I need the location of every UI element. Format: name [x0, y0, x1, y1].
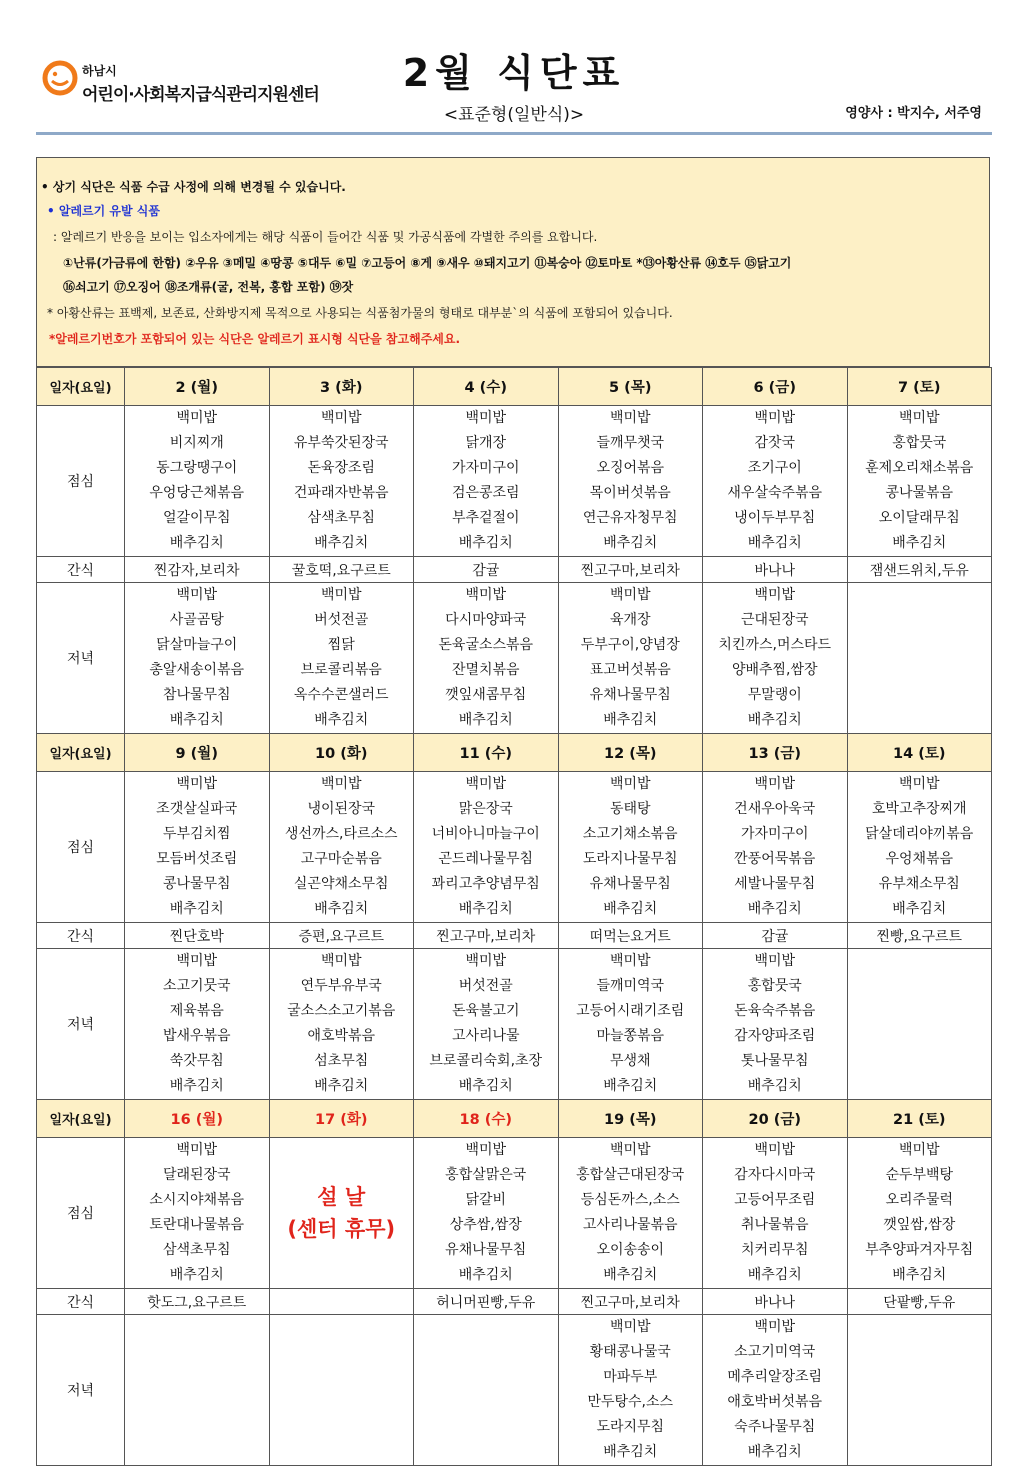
dish-item: 백미밥 [465, 776, 507, 792]
dinner-cell [703, 949, 848, 1100]
dish-item: 깻잎새콤무침 [445, 687, 527, 703]
snack-cell: 감귤 [414, 557, 559, 583]
dish-item: 배추김치 [747, 712, 802, 728]
dish-item: 들깨무챗국 [596, 435, 665, 451]
dish-item: 톳나물무침 [740, 1053, 809, 1069]
dish-item: 백미밥 [754, 1142, 796, 1158]
dish-item: 배추김치 [892, 901, 947, 917]
dish-item: 동태탕 [609, 801, 651, 817]
dinner-cell [269, 1315, 414, 1466]
dish-item: 배추김치 [314, 901, 369, 917]
dish-item: 찜닭 [327, 637, 355, 653]
dinner-cell [558, 1315, 703, 1466]
dish-item: 참나물무침 [162, 687, 231, 703]
lunch-cell [414, 1138, 559, 1289]
dish-item: 버섯전골 [314, 612, 369, 628]
dish-item: 백미밥 [898, 1142, 940, 1158]
notice-line: * 아황산류는 표백제, 보존료, 산화방지제 목적으로 사용되는 식품첨가물의 형태로 대부분`의 식품에 포함되어 있습니다. [47, 306, 673, 320]
dish-item: 브로콜리숙회,초장 [429, 1053, 543, 1069]
dinner-cell [125, 949, 270, 1100]
date-cell: 3 (화) [269, 368, 414, 406]
dish-item: 무생채 [609, 1053, 651, 1069]
dish-item: 홍합뭇국 [747, 978, 802, 994]
dish-item: 감자양파조림 [734, 1028, 816, 1044]
date-header-row [37, 1100, 992, 1138]
snack-cell: 찐단호박 [125, 923, 270, 949]
dinner-row [37, 1315, 992, 1466]
dish-item: 고사리나물볶음 [582, 1217, 678, 1233]
page-title: 2월 식단표 [402, 51, 626, 95]
notice-line: • 상기 식단은 식품 수급 사정에 의해 변경될 수 있습니다. [41, 180, 346, 194]
dish-item: 세발나물무침 [734, 876, 816, 892]
dish-item: 숙주나물무침 [734, 1419, 816, 1435]
divider [36, 132, 992, 135]
dish-item: 배추김치 [169, 901, 224, 917]
dish-item: 오이달래무침 [878, 510, 960, 526]
dish-item: 배추김치 [458, 712, 513, 728]
snack-cell: 감귤 [703, 923, 848, 949]
dish-item: 호박고추장찌개 [871, 801, 967, 817]
dish-item: 총알새송이볶음 [149, 662, 245, 678]
dish-item: 배추김치 [169, 712, 224, 728]
nutritionist: 영양사 : 박지수, 서주영 [845, 106, 982, 121]
dish-item: 얼갈이무침 [162, 510, 231, 526]
notice-warning: *알레르기번호가 포함되어 있는 식단은 알레르기 표시형 식단을 참고해주세요. [49, 332, 461, 346]
dish-item: 생선까스,타르소스 [284, 826, 398, 842]
lunch-cell [558, 1138, 703, 1289]
date-cell: 19 (목) [558, 1100, 703, 1138]
dish-item: 배추김치 [603, 901, 658, 917]
dish-item: 연근유자청무침 [582, 510, 678, 526]
dish-item: 감잣국 [754, 435, 796, 451]
dish-item: 굴소스소고기볶음 [287, 1003, 396, 1019]
logo-city: 하남시 [82, 64, 117, 78]
snack-cell [269, 1289, 414, 1315]
dish-item: 삼색초무침 [162, 1242, 231, 1258]
lunch-cell [414, 772, 559, 923]
dish-item: 섬초무침 [314, 1053, 369, 1069]
dish-item: 백미밥 [465, 953, 507, 969]
dish-item: 오이송송이 [596, 1242, 665, 1258]
dish-item: 목이버섯볶음 [589, 485, 671, 501]
dish-item: 배추김치 [603, 1078, 658, 1094]
meal-label-dinner: 저녁 [37, 583, 125, 734]
dish-item: 마늘쫑볶음 [596, 1028, 665, 1044]
meal-label-dinner: 저녁 [37, 1315, 125, 1466]
dish-item: 감자다시마국 [734, 1167, 816, 1183]
snack-cell: 바나나 [703, 1289, 848, 1315]
dish-item: 사골곰탕 [169, 612, 224, 628]
dish-item: 닭갈비 [465, 1192, 507, 1208]
snack-cell: 증편,요구르트 [269, 923, 414, 949]
snack-cell: 찐빵,요구르트 [847, 923, 992, 949]
dish-item: 백미밥 [465, 1142, 507, 1158]
dish-item: 백미밥 [609, 776, 651, 792]
notice-allergy-heading: • 알레르기 유발 식품 [47, 204, 160, 218]
dish-item: 실곤약채소무침 [293, 876, 389, 892]
dish-item: 닭살마늘구이 [156, 637, 238, 653]
dish-item: 무말랭이 [747, 687, 802, 703]
snack-cell: 찐고구마,보리차 [414, 923, 559, 949]
dish-item: 배추김치 [747, 1444, 802, 1460]
dish-item: 밥새우볶음 [162, 1028, 231, 1044]
meal-label-lunch: 점심 [37, 1138, 125, 1289]
dish-item: 백미밥 [465, 587, 507, 603]
dinner-cell [414, 1315, 559, 1466]
dish-item: 백미밥 [609, 1142, 651, 1158]
dish-item: 상추쌈,쌈장 [449, 1217, 522, 1233]
dish-item: 백미밥 [754, 953, 796, 969]
dish-item: 도라지무침 [596, 1419, 665, 1435]
dish-item: 돈육불고기 [451, 1003, 520, 1019]
dish-item: 백미밥 [176, 776, 218, 792]
snack-cell: 바나나 [703, 557, 848, 583]
dish-item: 브로콜리볶음 [300, 662, 382, 678]
date-cell: 10 (화) [269, 734, 414, 772]
dish-item: 배추김치 [458, 901, 513, 917]
allergen-list: ①난류(가금류에 한함) ②우유 ③메밀 ④땅콩 ⑤대두 ⑥밀 ⑦고등어 ⑧게 ⑨새우 ⑩돼지고기 ⑪복숭아 ⑫토마토 *⑬아황산류 ⑭호두 ⑮닭고기 [63, 256, 792, 270]
dish-item: 콩나물무침 [162, 876, 231, 892]
dish-item: 백미밥 [754, 1319, 796, 1335]
date-header-row [37, 368, 992, 406]
snack-cell: 찐감자,보리차 [125, 557, 270, 583]
dish-item: 가자미구이 [451, 460, 520, 476]
dish-item: 달래된장국 [162, 1167, 231, 1183]
dish-item: 우엉채볶음 [885, 851, 954, 867]
dish-item: 양배추찜,쌈장 [731, 662, 818, 678]
dish-item: 유채나물무침 [445, 1242, 527, 1258]
dish-item: 두부구이,양념장 [580, 637, 680, 653]
date-cell: 9 (월) [125, 734, 270, 772]
dish-item: 냉이된장국 [307, 801, 376, 817]
dish-item: 소고기미역국 [734, 1344, 816, 1360]
meal-label-snack: 간식 [37, 1289, 125, 1315]
dish-item: 배추김치 [892, 1267, 947, 1283]
date-cell: 2 (월) [125, 368, 270, 406]
lunch-cell [125, 1138, 270, 1289]
page-subtitle: <표준형(일반식)> [443, 105, 585, 125]
dish-item: 버섯전골 [458, 978, 513, 994]
dinner-cell [125, 583, 270, 734]
dish-item: 깐풍어묵볶음 [734, 851, 816, 867]
dish-item: 육개장 [609, 612, 651, 628]
dish-item: 배추김치 [458, 535, 513, 551]
dish-item: 배추김치 [169, 535, 224, 551]
dish-item: 소시지야채볶음 [149, 1192, 245, 1208]
dish-item: 홍합뭇국 [892, 435, 947, 451]
date-cell: 20 (금) [703, 1100, 848, 1138]
date-cell: 21 (토) [847, 1100, 992, 1138]
dish-item: 백미밥 [320, 776, 362, 792]
dish-item: 백미밥 [609, 410, 651, 426]
dish-item: 잔멸치볶음 [451, 662, 520, 678]
dish-item: 배추김치 [747, 535, 802, 551]
snack-cell: 단팥빵,두유 [847, 1289, 992, 1315]
dinner-cell [558, 583, 703, 734]
snack-cell: 찐고구마,보리차 [558, 557, 703, 583]
dish-item: 배추김치 [169, 1078, 224, 1094]
dish-item: 마파두부 [603, 1369, 658, 1385]
dish-item: 치커리무침 [740, 1242, 809, 1258]
dish-item: 우엉당근채볶음 [149, 485, 245, 501]
dish-item: 배추김치 [458, 1267, 513, 1283]
dish-item: 부추겉절이 [451, 510, 520, 526]
dish-item: 부추양파겨자무침 [865, 1242, 974, 1258]
dish-item: 배추김치 [314, 1078, 369, 1094]
dish-item: 유채나물무침 [589, 876, 671, 892]
dish-item: 홍합살근대된장국 [576, 1167, 685, 1183]
dish-item: 배추김치 [169, 1267, 224, 1283]
dish-item: 황태콩나물국 [589, 1344, 671, 1360]
dish-item: 표고버섯볶음 [589, 662, 671, 678]
lunch-cell [125, 772, 270, 923]
dish-item: 오징어볶음 [596, 460, 665, 476]
lunch-cell [847, 1138, 992, 1289]
meal-label-lunch: 점심 [37, 406, 125, 557]
dish-item: 백미밥 [609, 587, 651, 603]
menu-table [36, 367, 992, 1466]
lunch-cell [269, 406, 414, 557]
dish-item: 유채나물무침 [589, 687, 671, 703]
holiday-note: (센터 휴무) [287, 1217, 396, 1241]
dish-item: 취나물볶음 [740, 1217, 809, 1233]
lunch-cell [414, 406, 559, 557]
lunch-row [37, 772, 992, 923]
date-cell: 4 (수) [414, 368, 559, 406]
dinner-cell [703, 583, 848, 734]
dish-item: 너비아니마늘구이 [431, 826, 540, 842]
dish-item: 새우살숙주볶음 [727, 485, 823, 501]
dish-item: 고등어시래기조림 [576, 1003, 685, 1019]
dish-item: 돈육굴소스볶음 [438, 637, 534, 653]
dish-item: 삼색초무침 [307, 510, 376, 526]
dish-item: 조기구이 [747, 460, 802, 476]
dinner-cell [558, 949, 703, 1100]
meal-label-snack: 간식 [37, 557, 125, 583]
dish-item: 백미밥 [176, 587, 218, 603]
dinner-row [37, 583, 992, 734]
dish-item: 배추김치 [603, 535, 658, 551]
dish-item: 다시마양파국 [445, 612, 527, 628]
date-cell: 7 (토) [847, 368, 992, 406]
dish-item: 애호박볶음 [307, 1028, 376, 1044]
date-cell: 17 (화) [269, 1100, 414, 1138]
dish-item: 검은콩조림 [451, 485, 520, 501]
snack-cell: 핫도그,요구르트 [125, 1289, 270, 1315]
dish-item: 만두탕수,소스 [587, 1394, 674, 1410]
dish-item: 배추김치 [314, 535, 369, 551]
dish-item: 배추김치 [892, 535, 947, 551]
dish-item: 쑥갓무침 [169, 1053, 224, 1069]
dish-item: 고구마순볶음 [300, 851, 382, 867]
dish-item: 백미밥 [609, 953, 651, 969]
dish-item: 유부쑥갓된장국 [293, 435, 389, 451]
date-label: 일자(요일) [37, 368, 125, 406]
dish-item: 닭개장 [465, 435, 507, 451]
meal-label-dinner: 저녁 [37, 949, 125, 1100]
dish-item: 배추김치 [603, 1267, 658, 1283]
dish-item: 고사리나물 [451, 1028, 520, 1044]
date-label: 일자(요일) [37, 1100, 125, 1138]
date-cell: 13 (금) [703, 734, 848, 772]
dish-item: 소고기뭇국 [162, 978, 231, 994]
dish-item: 도라지나물무침 [582, 851, 678, 867]
dish-item: 배추김치 [458, 1078, 513, 1094]
dish-item: 배추김치 [603, 712, 658, 728]
holiday-label: 설 날 [317, 1185, 366, 1209]
snack-cell: 꿀호떡,요구르트 [269, 557, 414, 583]
dinner-cell [269, 583, 414, 734]
dish-item: 배추김치 [314, 712, 369, 728]
dish-item: 백미밥 [754, 410, 796, 426]
dish-item: 배추김치 [747, 1078, 802, 1094]
notice-line: : 알레르기 반응을 보이는 입소자에게는 해당 식품이 들어간 식품 및 가공식품에 각별한 주의를 요합니다. [53, 230, 598, 244]
snack-row [37, 1289, 992, 1315]
dish-item: 맑은장국 [458, 801, 513, 817]
dish-item: 모듬버섯조림 [156, 851, 238, 867]
meal-label-snack: 간식 [37, 923, 125, 949]
snack-cell: 찐고구마,보리차 [558, 1289, 703, 1315]
lunch-cell [269, 772, 414, 923]
date-cell: 5 (목) [558, 368, 703, 406]
dish-item: 백미밥 [898, 410, 940, 426]
dish-item: 가자미구이 [740, 826, 809, 842]
dish-item: 옥수수콘샐러드 [293, 687, 389, 703]
allergen-list: ⑯쇠고기 ⑰오징어 ⑱조개류(굴, 전복, 홍합 포함) ⑲잣 [63, 280, 354, 294]
dish-item: 토란대나물볶음 [149, 1217, 245, 1233]
dish-item: 오리주물럭 [885, 1192, 954, 1208]
dish-item: 소고기채소볶음 [582, 826, 678, 842]
dish-item: 백미밥 [176, 410, 218, 426]
dish-item: 백미밥 [754, 776, 796, 792]
dish-item: 백미밥 [898, 776, 940, 792]
dish-item: 건새우아욱국 [734, 801, 816, 817]
page-header [0, 0, 1028, 140]
dish-item: 배추김치 [747, 901, 802, 917]
dish-item: 꽈리고추양념무침 [431, 876, 540, 892]
snack-cell: 잼샌드위치,두유 [847, 557, 992, 583]
dish-item: 연두부유부국 [300, 978, 382, 994]
lunch-cell [703, 772, 848, 923]
lunch-cell [703, 406, 848, 557]
dinner-row [37, 949, 992, 1100]
dish-item: 들깨미역국 [596, 978, 665, 994]
lunch-cell [269, 1138, 414, 1289]
dish-item: 조갯살실파국 [156, 801, 238, 817]
dish-item: 백미밥 [609, 1319, 651, 1335]
dinner-cell [703, 1315, 848, 1466]
dish-item: 제육볶음 [169, 1003, 224, 1019]
dish-item: 등심돈까스,소스 [580, 1192, 680, 1208]
dish-item: 닭살데리야끼볶음 [865, 826, 974, 842]
dinner-cell [125, 1315, 270, 1466]
lunch-cell [847, 772, 992, 923]
dish-item: 유부채소무침 [878, 876, 960, 892]
logo-org-name: 어린이·사회복지급식관리지원센터 [82, 85, 319, 105]
snack-cell: 허니머핀빵,두유 [414, 1289, 559, 1315]
lunch-cell [847, 406, 992, 557]
dish-item: 콩나물볶음 [885, 485, 954, 501]
dish-item: 애호박버섯볶음 [727, 1394, 823, 1410]
dish-item: 건파래자반볶음 [293, 485, 389, 501]
dish-item: 백미밥 [176, 1142, 218, 1158]
dinner-cell [414, 949, 559, 1100]
dish-item: 백미밥 [320, 953, 362, 969]
snack-row [37, 557, 992, 583]
lunch-cell [558, 406, 703, 557]
dish-item: 깻잎쌈,쌈장 [883, 1217, 956, 1233]
dish-item: 두부김치찜 [162, 826, 231, 842]
dish-item: 곤드레나물무침 [438, 851, 534, 867]
dinner-cell [847, 949, 992, 1100]
dish-item: 순두부백탕 [885, 1167, 954, 1183]
meal-label-lunch: 점심 [37, 772, 125, 923]
date-cell: 12 (목) [558, 734, 703, 772]
dinner-cell [269, 949, 414, 1100]
dish-item: 배추김치 [747, 1267, 802, 1283]
dish-item: 고등어무조림 [734, 1192, 816, 1208]
lunch-row [37, 1138, 992, 1289]
date-cell: 16 (월) [125, 1100, 270, 1138]
dish-item: 훈제오리채소볶음 [865, 460, 974, 476]
dinner-cell [414, 583, 559, 734]
dish-item: 비지찌개 [169, 435, 224, 451]
dish-item: 백미밥 [320, 587, 362, 603]
dish-item: 백미밥 [320, 410, 362, 426]
dinner-cell [847, 1315, 992, 1466]
date-header-row [37, 734, 992, 772]
dish-item: 백미밥 [754, 587, 796, 603]
lunch-cell [125, 406, 270, 557]
lunch-cell [558, 772, 703, 923]
snack-row [37, 923, 992, 949]
date-cell: 6 (금) [703, 368, 848, 406]
dish-item: 동그랑땡구이 [156, 460, 238, 476]
dish-item: 근대된장국 [740, 612, 809, 628]
dish-item: 냉이두부무침 [734, 510, 816, 526]
date-label: 일자(요일) [37, 734, 125, 772]
notice-box [36, 157, 990, 367]
lunch-row [37, 406, 992, 557]
snack-cell: 떠먹는요거트 [558, 923, 703, 949]
dish-item: 메추리알장조림 [727, 1369, 823, 1385]
lunch-cell [703, 1138, 848, 1289]
dish-item: 돈육숙주볶음 [734, 1003, 816, 1019]
dish-item: 백미밥 [176, 953, 218, 969]
dinner-cell [847, 583, 992, 734]
date-cell: 14 (토) [847, 734, 992, 772]
dish-item: 치킨까스,머스타드 [718, 637, 832, 653]
dish-item: 백미밥 [465, 410, 507, 426]
date-cell: 11 (수) [414, 734, 559, 772]
dish-item: 돈육장조림 [307, 460, 376, 476]
date-cell: 18 (수) [414, 1100, 559, 1138]
dish-item: 홍합살맑은국 [445, 1167, 527, 1183]
dish-item: 배추김치 [603, 1444, 658, 1460]
